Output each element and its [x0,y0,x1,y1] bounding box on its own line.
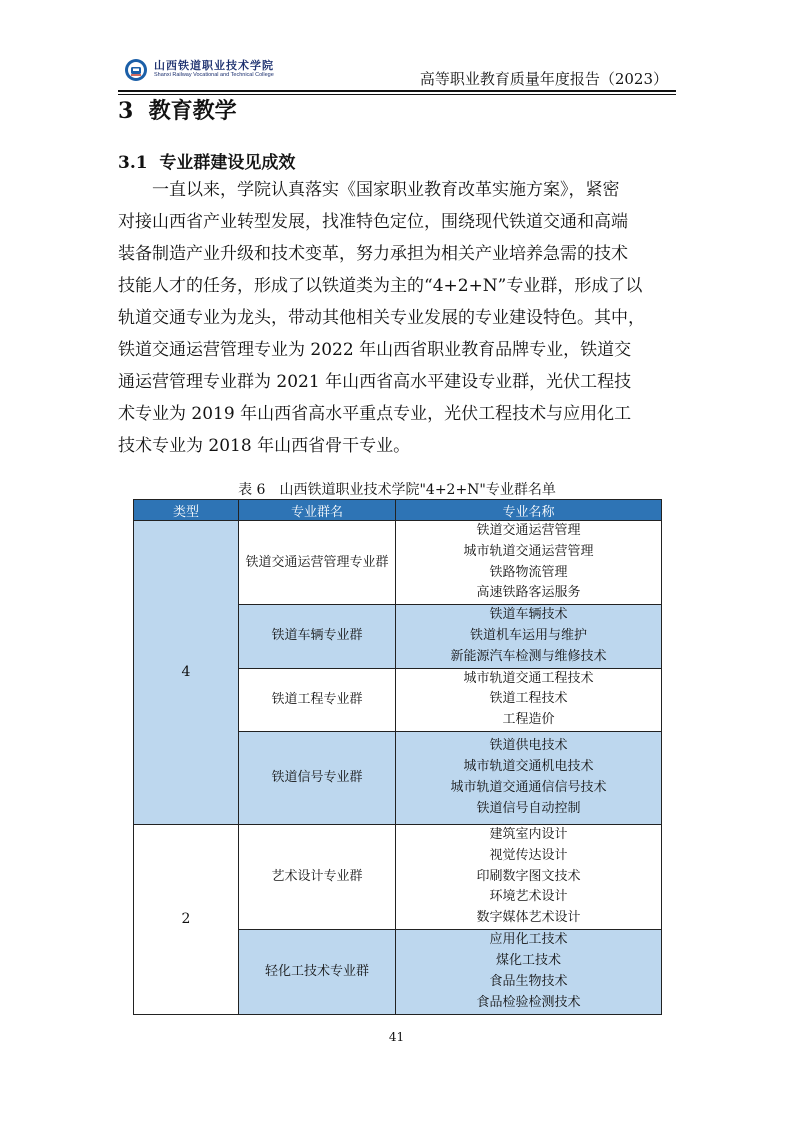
majors-cell [396,521,662,605]
table-row [134,824,662,929]
major-item: 铁道工程技术 [489,691,568,707]
major-item: 数字媒体艺术设计 [476,910,581,926]
major-item: 城市轨道交通通信信号技术 [450,779,607,795]
paragraph-line: 装备制造产业升级和技术变革，努力承担为相关产业培养急需的技术 [118,244,628,264]
page-header [118,52,676,92]
major-item: 城市轨道交通机电技术 [463,759,594,775]
page-number: 41 [388,1030,405,1044]
header-rule-thick [118,90,676,92]
paragraph-line: 一直以来，学院认真落实《国家职业教育改革实施方案》，紧密 [118,180,620,200]
group-name-cell: 铁道信号专业群 [239,731,396,824]
report-title: 高等职业教育质量年度报告（2023） [419,70,668,88]
col-header-majors: 专业名称 [396,500,662,521]
paragraph-line: 通运营管理专业群为 2021 年山西省高水平建设专业群，光伏工程技 [118,372,632,392]
major-groups-table [133,499,662,1015]
major-item: 环境艺术设计 [489,889,568,905]
major-item: 应用化工技术 [489,932,568,948]
major-item: 食品生物技术 [489,973,568,989]
major-item: 食品检验检测技术 [476,994,581,1010]
majors-cell [396,824,662,929]
major-item: 建筑室内设计 [489,826,568,842]
paragraph-line: 技能人才的任务，形成了以铁道类为主的“4+2+N”专业群，形成了以 [118,276,643,296]
paragraph-line: 对接山西省产业转型发展，找准特色定位，围绕现代铁道交通和高端 [118,212,628,232]
paragraph-line: 术专业为 2019 年山西省高水平重点专业，光伏工程技术与应用化工 [118,404,632,424]
subsection-title: 专业群建设见成效 [159,153,296,173]
major-item: 城市轨道交通运营管理 [463,543,594,559]
major-item: 工程造价 [502,712,555,728]
col-header-type: 类型 [134,500,239,521]
major-item: 视觉传达设计 [489,847,568,863]
major-item: 铁道交通运营管理 [476,523,581,538]
major-item: 铁道供电技术 [489,738,568,754]
paragraph-line: 铁道交通运营管理专业为 2022 年山西省职业教育品牌专业，铁道交 [118,340,632,360]
group-name-cell: 铁道交通运营管理专业群 [239,521,396,605]
major-item: 铁道车辆技术 [489,607,568,623]
paragraph-line: 技术专业为 2018 年山西省骨干专业。 [118,436,411,456]
col-header-group: 专业群名 [239,500,396,521]
table-row [134,521,662,605]
majors-cell [396,929,662,1014]
paragraph-line: 轨道交通专业为龙头，带动其他相关专业发展的专业建设特色。其中， [118,308,645,328]
group-name-cell: 轻化工技术专业群 [239,929,396,1014]
major-item: 印刷数字图文技术 [476,868,581,884]
school-name-cn: 山西铁道职业技术学院 [154,59,274,72]
major-item: 高速铁路客运服务 [476,585,581,601]
group-name-cell: 铁道车辆专业群 [239,605,396,668]
body-paragraph [118,174,676,462]
section-title: 教育教学 [148,98,237,124]
majors-cell [396,668,662,731]
group-name-cell: 艺术设计专业群 [239,824,396,929]
major-item: 铁道信号自动控制 [476,800,581,816]
type-cell: 2 [134,824,239,1014]
table-caption: 表 6 山西铁道职业技术学院"4+2+N"专业群名单 [238,482,556,498]
college-logo-icon [124,58,148,82]
major-item: 城市轨道交通工程技术 [463,670,594,686]
major-item: 煤化工技术 [495,953,561,969]
type-cell: 4 [134,521,239,825]
majors-cell [396,731,662,824]
majors-cell [396,605,662,668]
major-item: 铁道机车运用与维护 [469,627,587,643]
subsection-heading [118,148,295,173]
major-item: 新能源汽车检测与维修技术 [450,648,607,664]
section-number: 3 [118,98,134,124]
table-header-row [134,500,662,521]
section-heading [118,94,237,125]
subsection-number: 3.1 [118,153,148,173]
school-name-en: Shanxi Railway Vocational and Technical College [154,72,274,78]
group-name-cell: 铁道工程专业群 [239,668,396,731]
major-item: 铁路物流管理 [489,564,568,580]
